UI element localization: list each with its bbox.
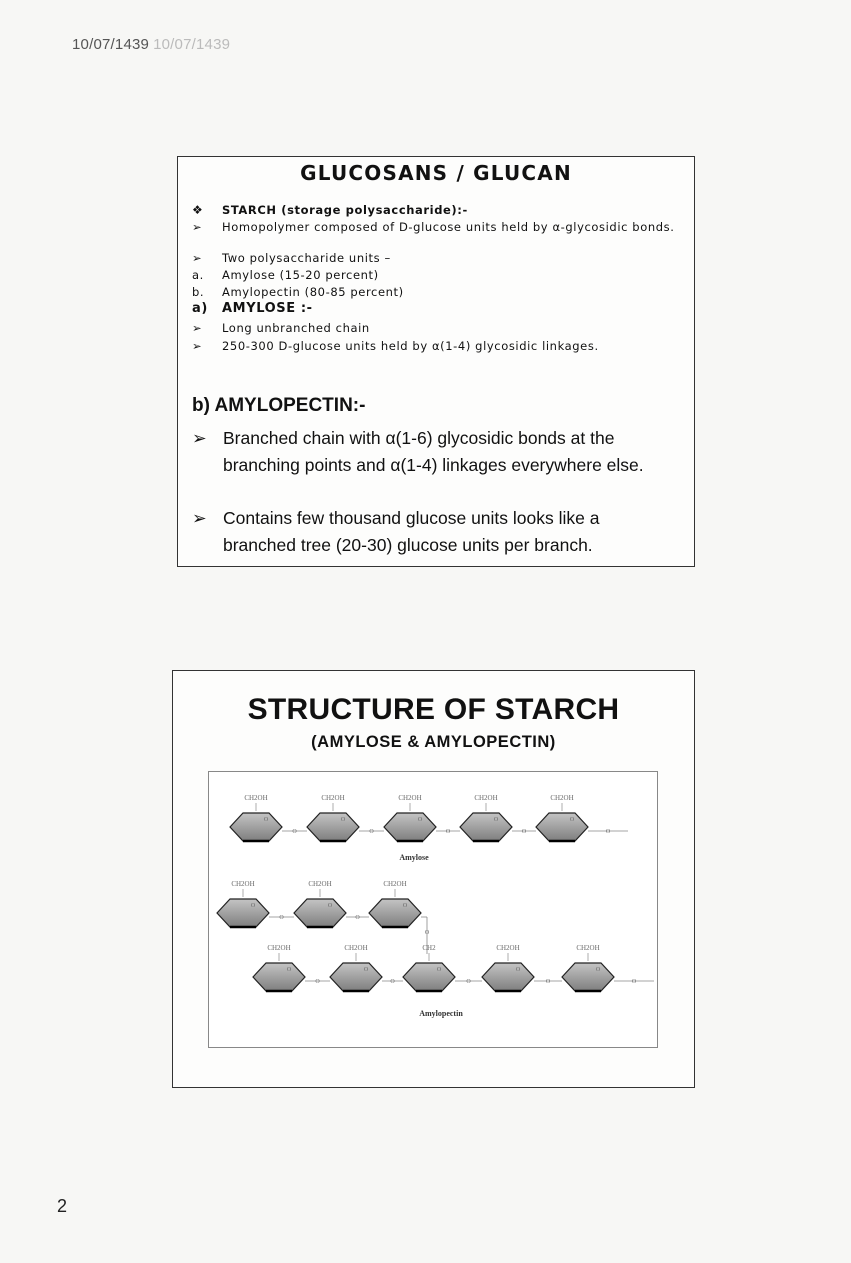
date-text: 10/07/1439 [72,36,150,53]
glucose-ring [460,794,512,841]
ch2oh-label: CH2OH [308,880,332,888]
glucose-ring [294,880,346,927]
ch2oh-label: CH2OH [474,794,498,802]
glucose-ring-hexagon [253,963,305,991]
amylose-chain [230,794,628,841]
ch2oh-label: CH2OH [576,944,600,952]
ring-oxygen-label: O [515,967,521,973]
glycosidic-oxygen-label: O [605,829,611,835]
amylopectin-point-text: Contains few thousand glucose units looks like a branched tree (20-30) glucose units per branch. [223,508,600,555]
ring-oxygen-label: O [250,903,256,909]
glycosidic-oxygen-label: O [466,979,471,985]
glucose-ring [384,794,436,841]
ring-oxygen-label: O [417,817,423,823]
amylose-point-1 [192,321,686,335]
arrow-bullet-icon: ➢ [192,251,203,265]
amylopectin-point-2 [192,505,672,559]
amylose-marker: a) [192,301,208,316]
branch-oxygen-label: O [424,930,430,936]
glycosidic-oxygen-label: O [545,979,551,985]
slide-title: GLUCOSANS / GLUCAN [300,161,572,185]
arrow-bullet-icon: ➢ [192,339,203,353]
arrow-bullet-icon: ➢ [192,508,207,528]
arrow-bullet-icon: ➢ [192,428,207,448]
starch-point-text: Homopolymer composed of D-glucose units held by α-glycosidic bonds. [222,220,675,234]
glycosidic-oxygen-label: O [369,829,374,835]
glycosidic-oxygen-label: O [521,829,527,835]
ring-oxygen-label: O [340,817,346,823]
glucose-ring [403,944,455,991]
unit-b [192,285,686,299]
unit-marker: b. [192,285,205,299]
ch2oh-label: CH2OH [550,794,574,802]
diamond-bullet-icon: ❖ [192,203,204,217]
glucose-ring [482,944,534,991]
unit-a [192,268,686,282]
starch-point-2 [192,251,686,265]
glucose-ring [307,794,359,841]
unit-marker: a. [192,268,204,282]
header-date [72,36,230,53]
slide-title: STRUCTURE OF STARCH [247,693,620,726]
glucose-ring [217,880,269,927]
ring-oxygen-label: O [402,903,408,909]
starch-diagram-svg [209,772,657,1047]
glucose-ring-hexagon [460,813,512,841]
starch-structure-diagram [208,771,658,1048]
amylose-point-2 [192,339,686,353]
arrow-bullet-icon: ➢ [192,321,203,335]
glycosidic-oxygen-label: O [292,829,297,835]
glycosidic-oxygen-label: O [631,979,637,985]
page-number: 2 [57,1196,68,1216]
amylopectin-point-text: Branched chain with α(1-6) glycosidic bonds at the branching points and α(1-4) linkages everywhere else. [223,428,644,475]
unit-text: Amylopectin (80-85 percent) [222,285,404,299]
ring-oxygen-label: O [327,903,333,909]
glucose-ring-hexagon [294,899,346,927]
glucose-ring [230,794,282,841]
glycosidic-oxygen-label: O [279,915,284,921]
starch-point-text: Two polysaccharide units – [222,251,391,265]
glycosidic-oxygen-label: O [315,979,320,985]
ch2oh-label: CH2OH [496,944,520,952]
glucose-ring-hexagon [482,963,534,991]
glucose-ring [536,794,588,841]
ring-oxygen-label: O [493,817,499,823]
glucose-ring-hexagon [403,963,455,991]
glucose-ring [562,944,614,991]
amylopectin-caption: Amylopectin [419,1009,463,1018]
slide-subtitle: (AMYLOSE & AMYLOPECTIN) [311,733,556,751]
glucose-ring-hexagon [230,813,282,841]
ch2oh-label: CH2OH [244,794,268,802]
starch-point-1 [192,220,686,234]
ring-oxygen-label: O [436,967,442,973]
amylopectin-heading: b) AMYLOPECTIN:- [192,395,366,416]
ring-oxygen-label: O [569,817,575,823]
unit-text: Amylose (15-20 percent) [222,268,379,282]
starch-heading: STARCH (storage polysaccharide):- [222,203,468,217]
arrow-bullet-icon: ➢ [192,220,203,234]
glucose-ring [253,944,305,991]
glucose-ring-hexagon [330,963,382,991]
ch2oh-label: CH2OH [344,944,368,952]
amylopectin-point-1 [192,425,672,479]
ring-oxygen-label: O [263,817,269,823]
ch2oh-label: CH2OH [383,880,407,888]
ch2oh-label: CH2OH [398,794,422,802]
ring-oxygen-label: O [363,967,369,973]
ch2oh-label: CH2OH [231,880,255,888]
amylose-point-text: Long unbranched chain [222,321,370,335]
glycosidic-oxygen-label: O [355,915,360,921]
glycosidic-oxygen-label: O [390,979,395,985]
ch2oh-label: CH2OH [267,944,291,952]
glucose-ring-hexagon [536,813,588,841]
glucose-ring-hexagon [384,813,436,841]
amylopectin-chain [217,880,654,991]
glucose-ring-hexagon [369,899,421,927]
amylose-point-text: 250-300 D-glucose units held by α(1-4) glycosidic linkages. [222,339,599,353]
glycosidic-oxygen-label: O [445,829,451,835]
ch2oh-label: CH2OH [321,794,345,802]
ring-oxygen-label: O [286,967,292,973]
glucose-ring-hexagon [217,899,269,927]
glucose-ring-hexagon [562,963,614,991]
glucose-ring [330,944,382,991]
amylose-caption: Amylose [399,853,429,862]
glucose-ring-hexagon [307,813,359,841]
amylose-heading [192,302,686,316]
amylose-heading-text: AMYLOSE :- [222,301,313,316]
date-ghost-text: 10/07/1439 [153,36,231,53]
slide-glucosans [177,156,695,567]
slide-structure-of-starch [172,670,695,1088]
starch-heading-row [192,203,682,217]
glucose-ring [369,880,421,927]
ring-oxygen-label: O [595,967,601,973]
ch2oh-label: CH2 [422,944,436,952]
